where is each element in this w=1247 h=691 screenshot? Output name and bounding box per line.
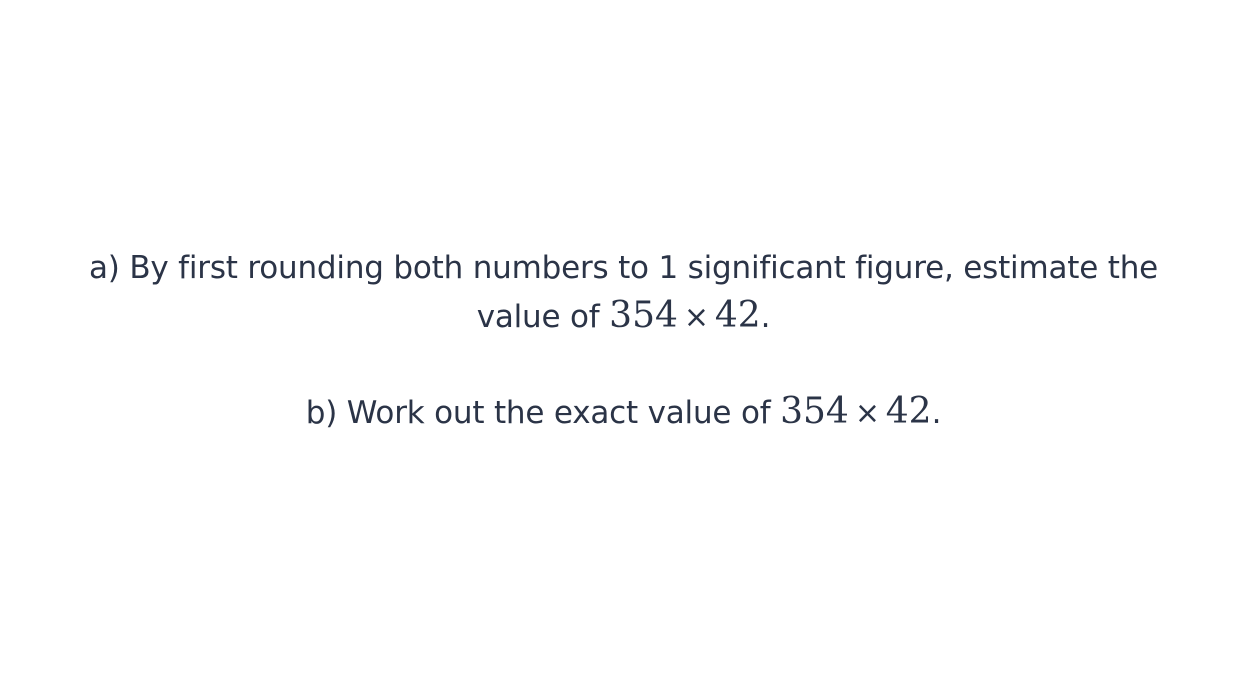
- question-b-period: .: [931, 395, 942, 431]
- question-b-number-2: 42: [885, 391, 932, 432]
- question-a-line-2: [0, 292, 1247, 342]
- question-a-times-operator: ×: [683, 300, 709, 335]
- question-b-line-1: [0, 388, 1247, 438]
- question-a: [0, 244, 1247, 342]
- question-a-number-2: 42: [714, 295, 761, 336]
- question-a-period: .: [760, 299, 771, 335]
- question-b: [0, 388, 1247, 438]
- question-a-prefix: value of: [476, 299, 610, 335]
- question-a-line-1: a) By first rounding both numbers to 1 significant figure, estimate the: [88, 250, 1159, 286]
- question-b-number-1: 354: [780, 391, 849, 432]
- question-b-times-operator: ×: [854, 396, 880, 431]
- question-a-number-1: 354: [609, 295, 678, 336]
- question-b-prefix: b) Work out the exact value of: [305, 395, 781, 431]
